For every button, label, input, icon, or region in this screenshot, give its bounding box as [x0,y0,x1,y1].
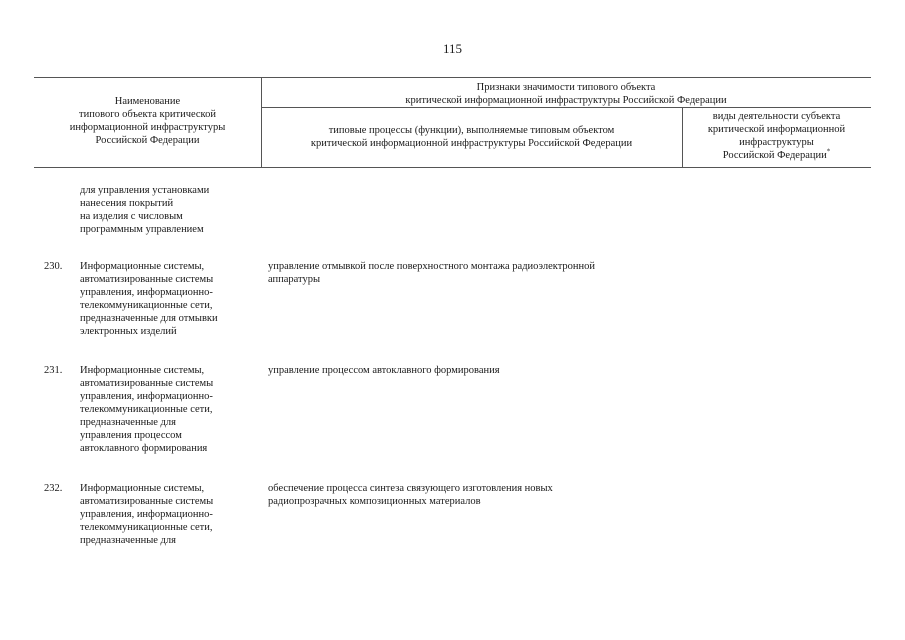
footnote-mark: * [826,147,831,156]
group-header-divider [261,107,871,108]
table-row-process: управление отмывкой после поверхностного монтажа радиоэлектронной аппаратуры [268,261,596,285]
page-number: 115 [442,41,463,56]
table-row-number: 230. [44,261,63,272]
table-row-process: обеспечение процесса синтеза связующего изготовления новых радиопрозрачных композиционных материалов [268,483,553,507]
table-row-number: 232. [44,483,63,494]
table-row-name: Информационные системы, автоматизированные системы управления, информационно- телекоммуникационные сети, предназначенные для [80,483,214,546]
table-row-number: 231. [44,365,63,376]
table-row-name: Информационные системы, автоматизированные системы управления, информационно- телекоммуникационные сети, предназначенные для отмывки электронных изделий [80,261,218,337]
header-typical-processes: типовые процессы (функции), выполняемые типовым объектом критической информационной инфраструктуры Российской Федерации [310,125,633,149]
header-object-name: Наименование типового объекта критической информационной инфраструктуры Российской Федерации [69,96,226,146]
table-top-border [34,77,871,78]
table-row-process: управление процессом автоклавного формирования [268,365,500,376]
table-row-continuation-name: для управления установками нанесения покрытий на изделия с числовым программным управлением [80,185,210,235]
table-header-bottom-border [34,167,871,168]
table-row-name: Информационные системы, автоматизированные системы управления, информационно- телекоммуникационные сети, предназначенные для управления процессом автоклавного формирования [80,365,214,454]
header-significance-group: Признаки значимости типового объекта критической информационной инфраструктуры Российской Федерации [405,82,727,106]
header-activity-types: виды деятельности субъекта критической информационной инфраструктуры Российской Федерации* [707,111,846,161]
